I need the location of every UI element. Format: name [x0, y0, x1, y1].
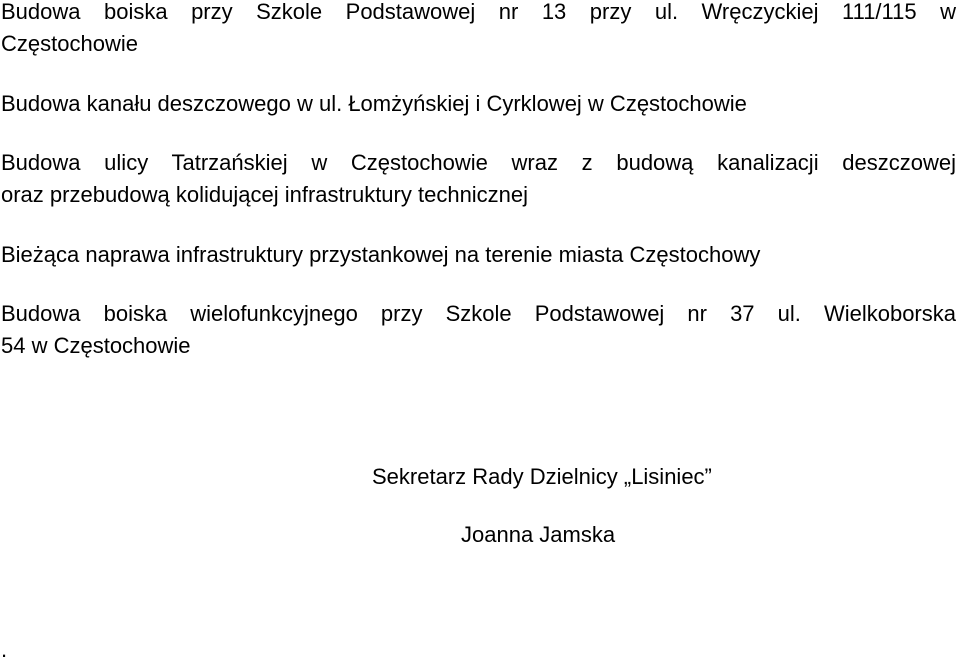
item-line: Budowa ulicy Tatrzańskiej w Częstochowie wraz z budową kanalizacji deszczowej: [1, 150, 956, 175]
item-line: Bieżąca naprawa infrastruktury przystankowej na terenie miasta Częstochowy: [1, 242, 761, 267]
list-item: [1, 0, 956, 60]
signature-name: Joanna Jamska: [461, 522, 616, 547]
signature-role: Sekretarz Rady Dzielnicy „Lisiniec”: [372, 464, 712, 489]
item-line: Budowa boiska wielofunkcyjnego przy Szkole Podstawowej nr 37 ul. Wielkoborska: [1, 301, 956, 326]
footer-mark: .: [1, 637, 8, 662]
list-item: [1, 88, 956, 120]
item-line: Budowa kanału deszczowego w ul. Łomżyńskiej i Cyrklowej w Częstochowie: [1, 91, 747, 116]
list-item: [1, 239, 956, 271]
item-line: Częstochowie: [1, 31, 138, 56]
list-item: [1, 298, 956, 362]
item-line: 54 w Częstochowie: [1, 333, 191, 358]
item-line: oraz przebudową kolidującej infrastruktury technicznej: [1, 182, 529, 207]
item-line: Budowa boiska przy Szkole Podstawowej nr 13 przy ul. Wręczyckiej 111/115 w: [1, 0, 956, 24]
list-item: [1, 147, 956, 211]
